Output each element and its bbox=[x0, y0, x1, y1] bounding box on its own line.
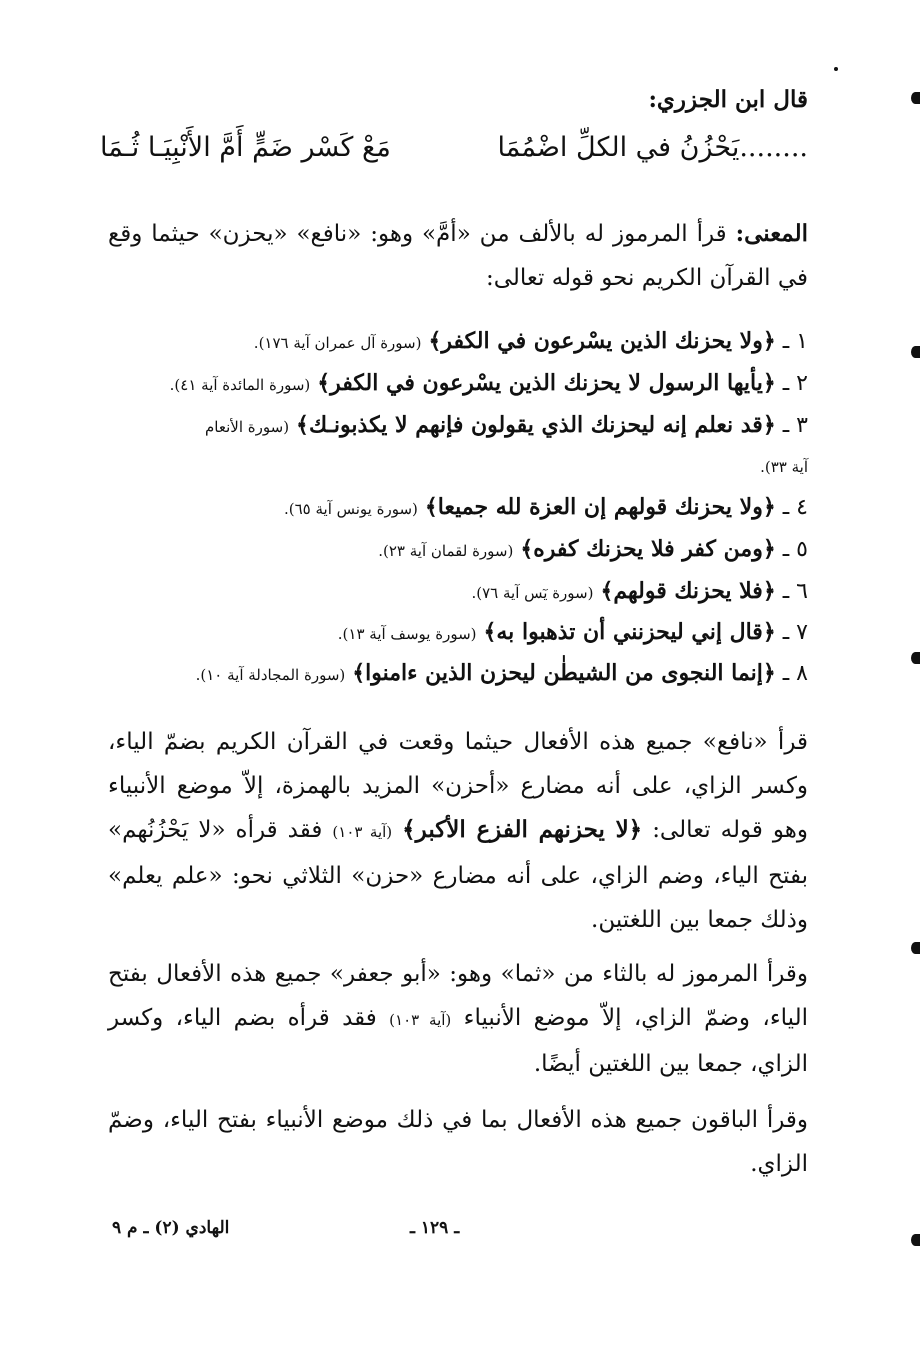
footer-signature: الهادي (٢) ـ م ٩ bbox=[112, 1218, 230, 1238]
example-item bbox=[108, 660, 808, 686]
example-number: ٤ ـ bbox=[782, 495, 808, 520]
poem-verse bbox=[100, 132, 808, 163]
example-number: ٥ ـ bbox=[782, 537, 808, 562]
binding-hole-mark bbox=[911, 942, 920, 954]
binding-hole-mark bbox=[911, 92, 920, 104]
example-ayah: ﴿يأيها الرسول لا يحزنك الذين يسْرعون في الكفر﴾ bbox=[317, 370, 776, 396]
example-number: ٦ ـ bbox=[782, 579, 808, 604]
meaning-text: قرأ المرموز له بالألف من «أمَّ» وهو: «نافع» «يحزن» حيثما وقع في القرآن الكريم نحو قوله تعالى: bbox=[108, 221, 808, 291]
binding-hole-mark bbox=[911, 1234, 920, 1246]
example-number: ٣ ـ bbox=[782, 413, 808, 438]
paragraph-abu-jafar-reading bbox=[108, 952, 808, 1086]
example-number: ٢ ـ bbox=[782, 371, 808, 396]
page-number: ـ ١٢٩ ـ bbox=[410, 1218, 460, 1238]
example-ayah: ﴿قد نعلم إنه ليحزنك الذي يقولون فإنهم لا يكذبونـك﴾ bbox=[296, 412, 776, 438]
example-reference: (سورة يٓس آية ٧٦). bbox=[471, 584, 594, 602]
paragraph-text: قرأ «نافع» جميع هذه الأفعال حيثما وقعت في القرآن الكريم بضمّ الياء، وكسر الزاي، على أنه مضارع «أحزن» المزيد بالهمزة، إلاّ موضع الأنبياء وهو قوله تعالى: bbox=[108, 729, 808, 843]
example-item bbox=[108, 536, 808, 562]
ayah-reference: (آية ١٠٣) bbox=[332, 823, 393, 841]
example-reference: (سورة المائدة آية ٤١). bbox=[169, 376, 311, 394]
example-ayah: ﴿ومن كفر فلا يحزنك كفره﴾ bbox=[520, 536, 776, 562]
verse-hemistich-first: ........يَحْزُنُ في الكلِّ اضْمُمَا bbox=[497, 132, 808, 163]
ayah-reference: (آية ١٠٣) bbox=[389, 1011, 452, 1029]
example-number: ٨ ـ bbox=[782, 661, 808, 686]
example-reference: (سورة يوسف آية ١٣). bbox=[337, 625, 477, 643]
example-reference-continued: آية ٣٣). bbox=[760, 458, 808, 476]
example-reference: (سورة الأنعام bbox=[205, 418, 290, 436]
binding-hole-mark bbox=[911, 652, 920, 664]
example-number: ١ ـ bbox=[782, 329, 808, 354]
example-item bbox=[108, 412, 808, 438]
example-ayah: ﴿فلا يحزنك قولهم﴾ bbox=[600, 578, 776, 604]
example-number: ٧ ـ bbox=[782, 620, 808, 645]
example-ayah: ﴿ولا يحزنك الذين يسْرعون في الكفر﴾ bbox=[428, 328, 776, 354]
section-heading: قال ابن الجزري: bbox=[648, 86, 808, 113]
paragraph-others-reading: وقرأ الباقون جميع هذه الأفعال بما في ذلك موضع الأنبياء بفتح الياء، وضمّ الزاي. bbox=[108, 1107, 808, 1177]
meaning-label: المعنى: bbox=[735, 220, 809, 247]
example-item bbox=[108, 578, 808, 604]
paragraph-text: فقد قرأه بضم الياء، وكسر الزاي، جمعا بين اللغتين أيضًا. bbox=[108, 1005, 808, 1077]
example-item bbox=[108, 370, 808, 396]
example-reference: (سورة المجادلة آية ١٠). bbox=[195, 666, 346, 684]
paragraph-text: فقد قرأه «لا يَحْزُنُهم» بفتح الياء، وضم الزاي، على أنه مضارع «حزن» الثلاثي نحو: «علم يعلم» وذلك جمعا بين اللغتين. bbox=[108, 817, 808, 933]
example-reference: (سورة يونس آية ٦٥). bbox=[283, 500, 418, 518]
example-ayah: ﴿ولا يحزنك قولهم إن العزة لله جميعا﴾ bbox=[424, 494, 776, 520]
scan-speck bbox=[834, 67, 838, 71]
example-item bbox=[108, 494, 808, 520]
example-ayah: ﴿قال إني ليحزنني أن تذهبوا به﴾ bbox=[483, 619, 776, 645]
binding-hole-mark bbox=[911, 346, 920, 358]
paragraph-nafi-reading bbox=[108, 720, 808, 942]
example-reference: (سورة آل عمران آية ١٧٦). bbox=[253, 334, 422, 352]
meaning-paragraph bbox=[108, 212, 808, 300]
example-reference: (سورة لقمان آية ٢٣). bbox=[378, 542, 514, 560]
example-ayah: ﴿إنما النجوى من الشيطٰن ليحزن الذين ءامنوا﴾ bbox=[352, 660, 776, 686]
example-item bbox=[108, 619, 808, 645]
example-item bbox=[108, 328, 808, 354]
verse-hemistich-second: مَعْ كَسْر ضَمٍّ أَمَّ الأَنْبِيَـا ثُـمَا bbox=[100, 132, 391, 163]
paragraph-text: وقرأ المرموز له بالثاء من «ثما» وهو: «أبو جعفر» جميع هذه الأفعال بفتح الياء، وضمّ الزاي، إلاّ موضع الأنبياء bbox=[108, 961, 808, 1031]
quoted-ayah: ﴿لا يحزنهم الفزع الأكبر﴾ bbox=[402, 816, 643, 843]
